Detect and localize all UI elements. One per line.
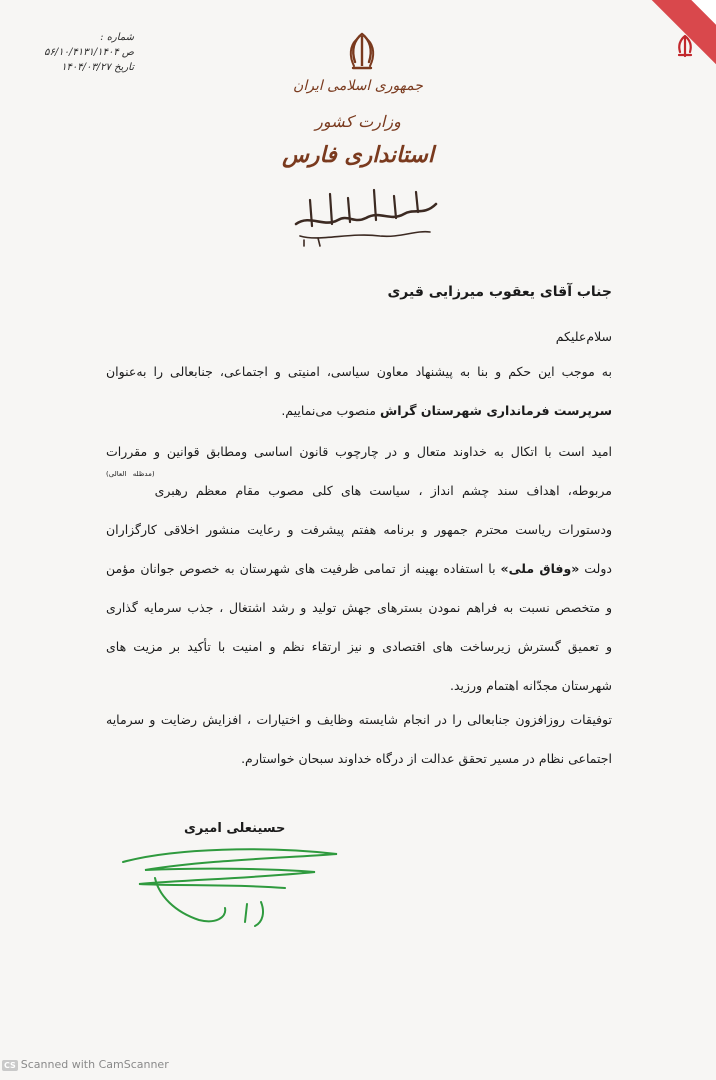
handwritten-signature — [115, 838, 345, 933]
p1-line-2: سرپرست فرمانداری شهرستان گراش منصوب می‌نماییم. — [281, 403, 612, 418]
date-label: تاریخ — [114, 62, 134, 73]
flag-emblem-icon — [668, 30, 702, 64]
p3-line-2: اجتماعی نظام در مسیر تحقق عدالت از درگاه خداوند سبحان خواستارم. — [241, 751, 612, 766]
p1-line-1: به موجب این حکم و بنا به پیشنهاد معاون سیاسی، امنیتی و اجتماعی، جنابعالی را به‌عنوان — [106, 364, 612, 379]
iran-emblem-icon — [342, 30, 382, 76]
p2-line-3: ودستورات ریاست محترم جمهور و برنامه هفتم پیشرفت و رعایت منشور اخلاقی کارگزاران — [106, 522, 612, 537]
number-label: شماره : — [100, 32, 134, 43]
paragraph-expectations — [106, 432, 612, 705]
p2-line-1: امید است با اتکال به خداوند متعال و در چارچوب قانون اساسی ومطابق قوانین و مقررات — [106, 444, 612, 459]
p2-line-6: و تعمیق گسترش زیرساخت های اقتصادی و نیز ارتقاء نظم و امنیت با تأکید بر مزیت های — [106, 639, 612, 654]
header-governorate: استانداری فارس — [282, 142, 434, 168]
appointment-title: سرپرست فرمانداری شهرستان گراش — [379, 403, 612, 418]
signer-name: حسینعلی امیری — [184, 821, 286, 836]
number-value: ص ۵۶/۱۰/۴۱۳۱/۱۴۰۴ — [44, 47, 134, 58]
national-consensus-term: «وفاق ملی» — [500, 561, 580, 576]
header-republic: جمهوری اسلامی ایران — [293, 78, 423, 94]
letter-number-block — [24, 30, 134, 75]
camscanner-logo-icon: CS — [4, 1060, 16, 1070]
paragraph-appointment — [106, 352, 612, 430]
p3-line-1: توفیقات روزافزون جنابعالی را در انجام شایسته وظایف و اختیارات ، افزایش رضایت و سرمایه — [106, 712, 612, 727]
p2-line-5: و متخصص نسبت به فراهم نمودن بسترهای جهش تولید و رشد اشتغال ، جذب سرمایه گذاری — [106, 600, 612, 615]
camscanner-watermark: CS Scanned with CamScanner — [4, 1058, 169, 1071]
p2-line-7: شهرستان مجدّانه اهتمام ورزید. — [450, 678, 612, 693]
addressee: جناب آقای یعقوب میرزایی قیری — [387, 284, 612, 300]
p2-line-2: مربوطه، اهداف سند چشم انداز ، سیاست های کلی مصوب مقام معظم رهبری$^{(مدظله العالی)}$ — [106, 471, 612, 498]
honorific-superscript: (مدظله العالی) — [106, 471, 155, 478]
paragraph-closing — [106, 700, 612, 778]
date-value: ۱۴۰۴/۰۳/۲۷ — [61, 62, 111, 73]
header-ministry: وزارت کشور — [315, 112, 401, 131]
greeting: سلام‌علیکم — [555, 329, 612, 344]
bismillah-calligraphy — [290, 180, 440, 250]
p2-line-4: دولت «وفاق ملی» با استفاده بهینه از تمامی ظرفیت های شهرستان به خصوص جوانان مؤمن — [106, 561, 612, 576]
